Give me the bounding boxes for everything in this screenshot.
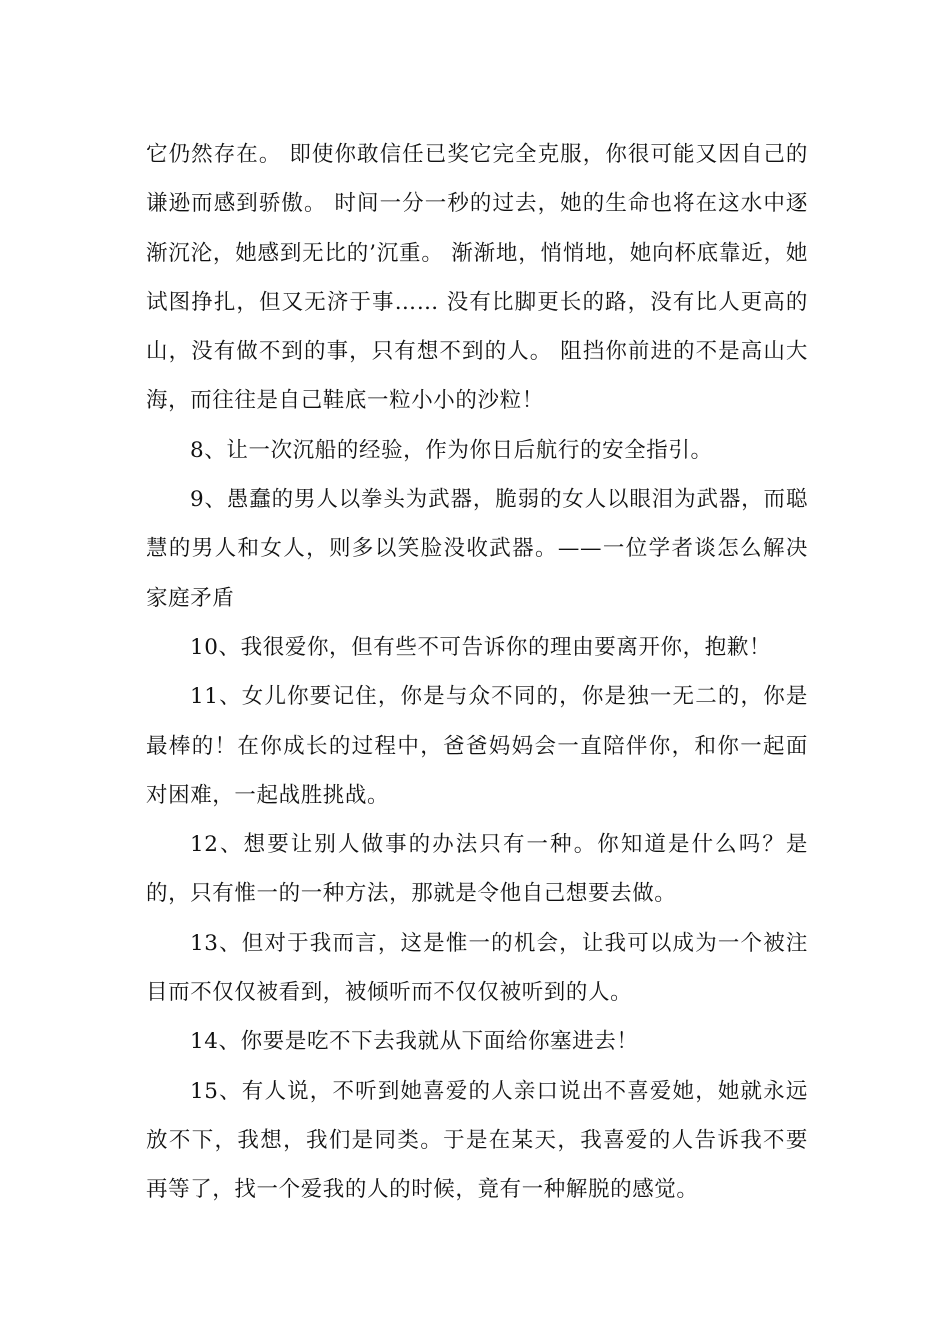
paragraph-item-10: 10、我很爱你，但有些不可告诉你的理由要离开你，抱歉！ (190, 634, 772, 660)
paragraph-item-14: 14、你要是吃不下去我就从下面给你塞进去！ (190, 1029, 639, 1055)
document-page (146, 130, 808, 1215)
paragraph-item-8: 8、让一次沉船的经验，作为你日后航行的安全指引。 (190, 437, 713, 463)
paragraph-item-9: 9、愚蠢的男人以拳头为武器，脆弱的女人以眼泪为武器，而聪慧的男人和女人，则多以笑脸没收武器。——一位学者谈怎么解决家庭矛盾 (146, 487, 808, 611)
paragraph-continuation: 它仍然存在。 即使你敢信任已奖它完全克服，你很可能又因自己的谦逊而感到骄傲。 时间一分一秒的过去，她的生命也将在这水中逐渐沉沦，她感到无比的’沉重。 渐渐地，悄悄地，她向杯底靠近，她试图挣扎，但又无济于事…… 没有比脚更长的路，没有比人更高的山，没有做不到的事，只有想不到的人。 阻挡你前进的不是高山大海，而往往是自己鞋底一粒小小的沙粒！ (146, 142, 808, 414)
paragraph-item-11: 11、女儿你要记住，你是与众不同的，你是独一无二的，你是最棒的！在你成长的过程中，爸爸妈妈会一直陪伴你，和你一起面对困难，一起战胜挑战。 (146, 684, 808, 808)
paragraph-item-15: 15、有人说，不听到她喜爱的人亲口说出不喜爱她，她就永远放不下，我想，我们是同类。于是在某天，我喜爱的人告诉我不要再等了，找一个爱我的人的时候，竟有一种解脱的感觉。 (146, 1078, 808, 1203)
paragraph-item-13: 13、但对于我而言，这是惟一的机会，让我可以成为一个被注目而不仅仅被看到，被倾听而不仅仅被听到的人。 (146, 930, 808, 1006)
paragraph-item-12: 12、想要让别人做事的办法只有一种。你知道是什么吗？是的，只有惟一的一种方法，那就是令他自己想要去做。 (146, 832, 808, 907)
